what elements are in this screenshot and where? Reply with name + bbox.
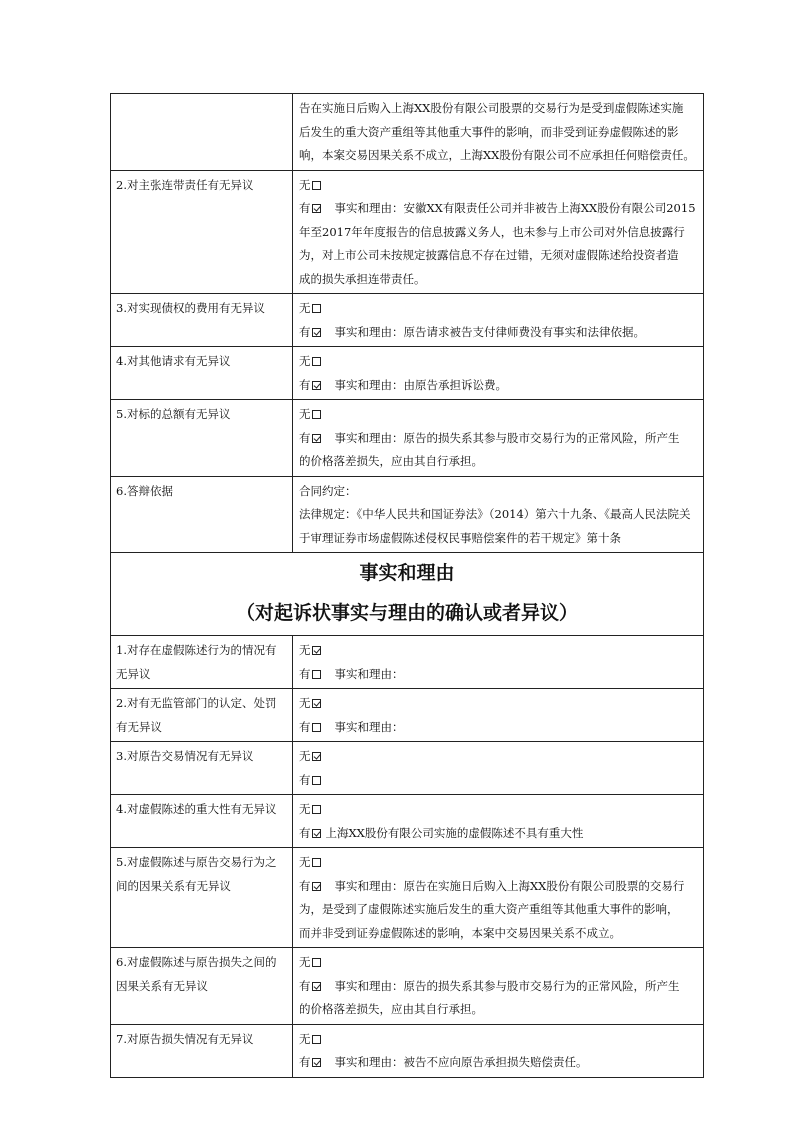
question-cell — [111, 170, 293, 294]
question-label: 3.对实现债权的费用有无异议 — [116, 301, 265, 315]
answer-line — [299, 144, 699, 168]
answer-cell — [293, 848, 704, 948]
answer-text: 于审理证券市场虚假陈述侵权民事赔偿案件的若干规定》第十条 — [299, 530, 621, 545]
option-none-label: 无 — [299, 696, 311, 710]
answer-cell — [293, 476, 704, 553]
option-none-label: 无 — [299, 955, 311, 969]
question-label: 间的因果关系有无异议 — [116, 878, 231, 893]
form-row — [111, 742, 704, 795]
option-has-label: 有 — [299, 324, 311, 339]
answer-line — [299, 822, 699, 846]
answer-cell — [293, 1024, 704, 1077]
answer-cell — [293, 742, 704, 795]
answer-line — [299, 663, 699, 687]
option-none-label: 无 — [299, 354, 311, 368]
answer-text: 响，本案交易因果关系不成立，上海XX股份有限公司不应承担任何赔偿责任。 — [299, 148, 695, 162]
answer-line — [299, 174, 699, 198]
question-label: 6.答辩依据 — [116, 483, 173, 498]
question-label: 4.对虚假陈述的重大性有无异议 — [116, 802, 277, 816]
checked-checkbox[interactable] — [312, 699, 321, 708]
answer-text: 法律规定：《中华人民共和国证券法》（2014）第六十九条、《最高人民法院关 — [299, 507, 691, 521]
section-subtitle: （对起诉状事实与理由的确认或者异议） — [235, 602, 578, 624]
question-cell — [111, 294, 293, 347]
answer-text: 年至2017年年度报告的信息披露义务人，也未参与上市公司对外信息披露行 — [299, 224, 685, 239]
answer-line — [299, 769, 699, 793]
answer-line — [299, 221, 699, 245]
option-has-label: 有 — [299, 430, 311, 445]
form-row — [111, 476, 704, 553]
question-cell — [111, 347, 293, 400]
form-row — [111, 848, 704, 948]
answer-line — [299, 121, 699, 145]
unchecked-checkbox[interactable] — [312, 723, 321, 732]
option-has-label: 有 — [299, 666, 311, 681]
answer-line — [299, 1028, 699, 1052]
answer-line — [299, 639, 699, 663]
option-has-label: 有 — [299, 878, 311, 893]
question-cell — [111, 795, 293, 848]
question-label: 3.对原告交易情况有无异议 — [116, 749, 254, 763]
unchecked-checkbox[interactable] — [312, 410, 321, 419]
answer-line — [299, 998, 699, 1022]
answer-line — [299, 403, 699, 427]
section-header-cell — [111, 553, 704, 636]
answer-cell — [293, 689, 704, 742]
question-label: 4.对其他请求有无异议 — [116, 354, 231, 368]
checked-checkbox[interactable] — [312, 882, 321, 891]
answer-line — [299, 480, 699, 504]
answer-text: 上海XX股份有限公司实施的虚假陈述不具有重大性 — [325, 825, 584, 840]
option-none-label: 无 — [299, 855, 311, 869]
answer-line — [299, 875, 699, 899]
answer-line — [299, 197, 699, 221]
option-has-label: 有 — [299, 825, 311, 840]
question-label: 2.对主张连带责任有无异议 — [116, 177, 254, 192]
question-cell — [111, 1024, 293, 1077]
answer-line — [299, 716, 699, 740]
answer-line — [299, 851, 699, 875]
question-label: 1.对存在虚假陈述行为的情况有 — [116, 643, 277, 657]
unchecked-checkbox[interactable] — [312, 805, 321, 814]
answer-text: 事实和理由：原告在实施日后购入上海XX股份有限公司股票的交易行 — [334, 878, 685, 893]
form-row — [111, 795, 704, 848]
question-cell — [111, 689, 293, 742]
question-cell — [111, 400, 293, 477]
checked-checkbox[interactable] — [312, 328, 321, 337]
answer-cell — [293, 347, 704, 400]
question-cell — [111, 948, 293, 1025]
answer-cell — [293, 795, 704, 848]
question-label: 2.对有无监管部门的认定、处罚 — [116, 696, 277, 710]
answer-cell — [293, 170, 704, 294]
answer-text: 后发生的重大资产重组等其他重大事件的影响，而非受到证券虚假陈述的影 — [299, 124, 679, 139]
answer-line — [299, 798, 699, 822]
response-form-table — [110, 93, 704, 1078]
form-row — [111, 1024, 704, 1077]
answer-text: 告在实施日后购入上海XX股份有限公司股票的交易行为是受到虚假陈述实施 — [299, 101, 684, 115]
answer-text: 成的损失承担连带责任。 — [299, 271, 426, 286]
answer-text: 事实和理由：由原告承担诉讼费。 — [334, 377, 507, 392]
form-row — [111, 689, 704, 742]
option-has-label: 有 — [299, 201, 311, 215]
checked-checkbox[interactable] — [312, 982, 321, 991]
unchecked-checkbox[interactable] — [312, 357, 321, 366]
answer-text: 事实和理由：原告的损失系其参与股市交易行为的正常风险，所产生 — [334, 430, 680, 445]
answer-line — [299, 321, 699, 345]
option-has-label: 有 — [299, 772, 311, 787]
unchecked-checkbox[interactable] — [312, 858, 321, 867]
form-row — [111, 400, 704, 477]
option-none-label: 无 — [299, 643, 311, 657]
option-none-label: 无 — [299, 802, 311, 816]
answer-line — [299, 922, 699, 946]
checked-checkbox[interactable] — [312, 646, 321, 655]
document-page — [110, 93, 704, 1078]
unchecked-checkbox[interactable] — [312, 181, 321, 190]
answer-line — [299, 503, 699, 527]
answer-line — [299, 527, 699, 551]
option-has-label: 有 — [299, 719, 311, 734]
answer-text: 而并非受到证券虚假陈述的影响，本案中交易因果关系不成立。 — [299, 925, 621, 940]
question-label: 6.对虚假陈述与原告损失之间的 — [116, 955, 277, 969]
unchecked-checkbox[interactable] — [312, 1035, 321, 1044]
answer-text: 事实和理由：被告不应向原告承担损失赔偿责任。 — [334, 1055, 588, 1069]
checked-checkbox[interactable] — [312, 204, 321, 213]
unchecked-checkbox[interactable] — [312, 670, 321, 679]
answer-line — [299, 450, 699, 474]
answer-line — [299, 268, 699, 292]
question-label: 5.对虚假陈述与原告交易行为之 — [116, 855, 277, 869]
form-row — [111, 636, 704, 689]
answer-line — [299, 975, 699, 999]
answer-text: 事实和理由：原告请求被告支付律师费没有事实和法律依据。 — [334, 324, 645, 339]
answer-line — [299, 898, 699, 922]
question-cell — [111, 476, 293, 553]
option-none-label: 无 — [299, 749, 311, 763]
option-none-label: 无 — [299, 407, 311, 421]
unchecked-checkbox[interactable] — [312, 958, 321, 967]
unchecked-checkbox[interactable] — [312, 776, 321, 785]
answer-line — [299, 350, 699, 374]
answer-line — [299, 951, 699, 975]
answer-text: 的价格落差损失，应由其自行承担。 — [299, 454, 483, 468]
answer-text: 事实和理由： — [334, 719, 404, 734]
form-row — [111, 347, 704, 400]
answer-text: 为，对上市公司未按规定披露信息不存在过错，无须对虚假陈述给投资者造 — [299, 248, 679, 262]
checked-checkbox[interactable] — [312, 752, 321, 761]
answer-line — [299, 374, 699, 398]
answer-cell — [293, 636, 704, 689]
checked-checkbox[interactable] — [312, 434, 321, 443]
answer-line — [299, 692, 699, 716]
question-label: 无异议 — [116, 666, 151, 681]
answer-line — [299, 97, 699, 121]
unchecked-checkbox[interactable] — [312, 304, 321, 313]
answer-text: 事实和理由：原告的损失系其参与股市交易行为的正常风险，所产生 — [334, 978, 680, 993]
option-none-label: 无 — [299, 177, 311, 192]
question-cell — [111, 94, 293, 171]
answer-line — [299, 745, 699, 769]
question-label: 因果关系有无异议 — [116, 978, 208, 993]
question-cell — [111, 636, 293, 689]
checked-checkbox[interactable] — [312, 381, 321, 390]
answer-cell — [293, 94, 704, 171]
checked-checkbox[interactable] — [312, 1058, 321, 1067]
answer-text: 合同约定： — [299, 483, 357, 498]
answer-cell — [293, 294, 704, 347]
option-none-label: 无 — [299, 1031, 311, 1046]
answer-cell — [293, 400, 704, 477]
question-label: 有无异议 — [116, 719, 162, 734]
answer-line — [299, 1051, 699, 1075]
form-row — [111, 94, 704, 171]
answer-line — [299, 297, 699, 321]
checked-checkbox[interactable] — [312, 829, 321, 838]
answer-text: 的价格落差损失，应由其自行承担。 — [299, 1002, 483, 1016]
answer-cell — [293, 948, 704, 1025]
option-has-label: 有 — [299, 978, 311, 993]
answer-line — [299, 244, 699, 268]
question-label: 5.对标的总额有无异议 — [116, 407, 231, 421]
option-none-label: 无 — [299, 301, 311, 315]
answer-line — [299, 427, 699, 451]
section-title: 事实和理由 — [359, 562, 455, 584]
option-has-label: 有 — [299, 1055, 311, 1069]
option-has-label: 有 — [299, 377, 311, 392]
question-cell — [111, 848, 293, 948]
question-cell — [111, 742, 293, 795]
section-header-row — [111, 553, 704, 636]
form-row — [111, 170, 704, 294]
answer-text: 事实和理由： — [334, 666, 404, 681]
form-row — [111, 294, 704, 347]
answer-text: 事实和理由：安徽XX有限责任公司并非被告上海XX股份有限公司2015 — [334, 201, 696, 215]
form-row — [111, 948, 704, 1025]
question-label: 7.对原告损失情况有无异议 — [116, 1031, 254, 1046]
answer-text: 为，是受到了虚假陈述实施后发生的重大资产重组等其他重大事件的影响， — [299, 902, 679, 916]
